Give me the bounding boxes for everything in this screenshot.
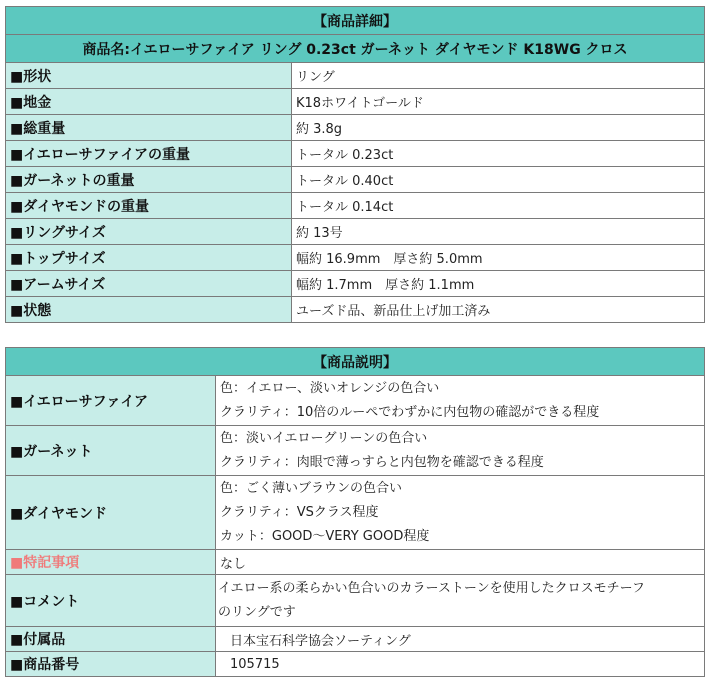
product-description-table (5, 347, 705, 677)
table-row (6, 550, 705, 575)
text-line: クラリティ：10倍のルーペでわずかに内包物の確認ができる程度 (220, 404, 600, 420)
row-label: ■形状 (6, 63, 292, 89)
table-row (6, 376, 705, 426)
table-row (6, 63, 705, 89)
table-row (6, 115, 705, 141)
product-detail-table (5, 6, 705, 323)
row-label: ■リングサイズ (6, 219, 292, 245)
detail-header: 【商品詳細】 (6, 7, 705, 35)
text-line: 色：イエロー、淡いオレンジの色合い (220, 380, 440, 396)
accessories-value: 日本宝石科学協会ソーティング (216, 627, 705, 652)
product-name: 商品名:イエローサファイア リング 0.23ct ガーネット ダイヤモンド K18WG クロス (6, 35, 705, 63)
table-row (6, 245, 705, 271)
product-number-value: 105715 (216, 652, 705, 677)
row-label: ■ダイヤモンドの重量 (6, 193, 292, 219)
comment-value (216, 575, 705, 627)
row-value: 幅約 16.9mm 厚さ約 5.0mm (292, 245, 705, 271)
diamond-value (216, 476, 705, 550)
row-value: 約 13号 (292, 219, 705, 245)
row-label: ■総重量 (6, 115, 292, 141)
table-row (6, 426, 705, 476)
description-header: 【商品説明】 (6, 348, 705, 376)
row-value: K18ホワイトゴールド (292, 89, 705, 115)
yellow-sapphire-value (216, 376, 705, 426)
product-number-label: ■商品番号 (6, 652, 216, 677)
row-value: リング (292, 63, 705, 89)
diamond-label: ■ダイヤモンド (6, 476, 216, 550)
row-label: ■地金 (6, 89, 292, 115)
row-label: ■イエローサファイアの重量 (6, 141, 292, 167)
special-notes-label: ■特記事項 (6, 550, 216, 575)
table-row (6, 476, 705, 550)
row-value: トータル 0.40ct (292, 167, 705, 193)
table-row (6, 141, 705, 167)
table-row (6, 89, 705, 115)
table-row (6, 219, 705, 245)
row-label: ■トップサイズ (6, 245, 292, 271)
comment-label: ■コメント (6, 575, 216, 627)
row-value: 幅約 1.7mm 厚さ約 1.1mm (292, 271, 705, 297)
table-row (6, 193, 705, 219)
garnet-value (216, 426, 705, 476)
table-row (6, 575, 705, 627)
text-line: 色：淡いイエローグリーンの色合い (220, 430, 428, 446)
row-label: ■アームサイズ (6, 271, 292, 297)
text-line: 色：ごく薄いブラウンの色合い (220, 480, 403, 496)
row-value: トータル 0.23ct (292, 141, 705, 167)
garnet-label: ■ガーネット (6, 426, 216, 476)
table-row (6, 271, 705, 297)
special-notes-value: なし (216, 550, 705, 575)
row-label: ■状態 (6, 297, 292, 323)
table-row (6, 652, 705, 677)
text-line: イエロー系の柔らかい色合いのカラーストーンを使用したクロスモチーフ (218, 580, 645, 596)
row-value: トータル 0.14ct (292, 193, 705, 219)
text-line: カット：GOOD～VERY GOOD程度 (220, 528, 430, 544)
row-label: ■ガーネットの重量 (6, 167, 292, 193)
table-row (6, 167, 705, 193)
table-row (6, 627, 705, 652)
text-line: クラリティ：VSクラス程度 (220, 504, 379, 520)
accessories-label: ■付属品 (6, 627, 216, 652)
text-line: クラリティ：肉眼で薄っすらと内包物を確認できる程度 (220, 454, 544, 470)
table-row (6, 297, 705, 323)
yellow-sapphire-label: ■イエローサファイア (6, 376, 216, 426)
row-value: ユーズド品、新品仕上げ加工済み (292, 297, 705, 323)
row-value: 約 3.8g (292, 115, 705, 141)
text-line: のリングです (218, 604, 296, 620)
